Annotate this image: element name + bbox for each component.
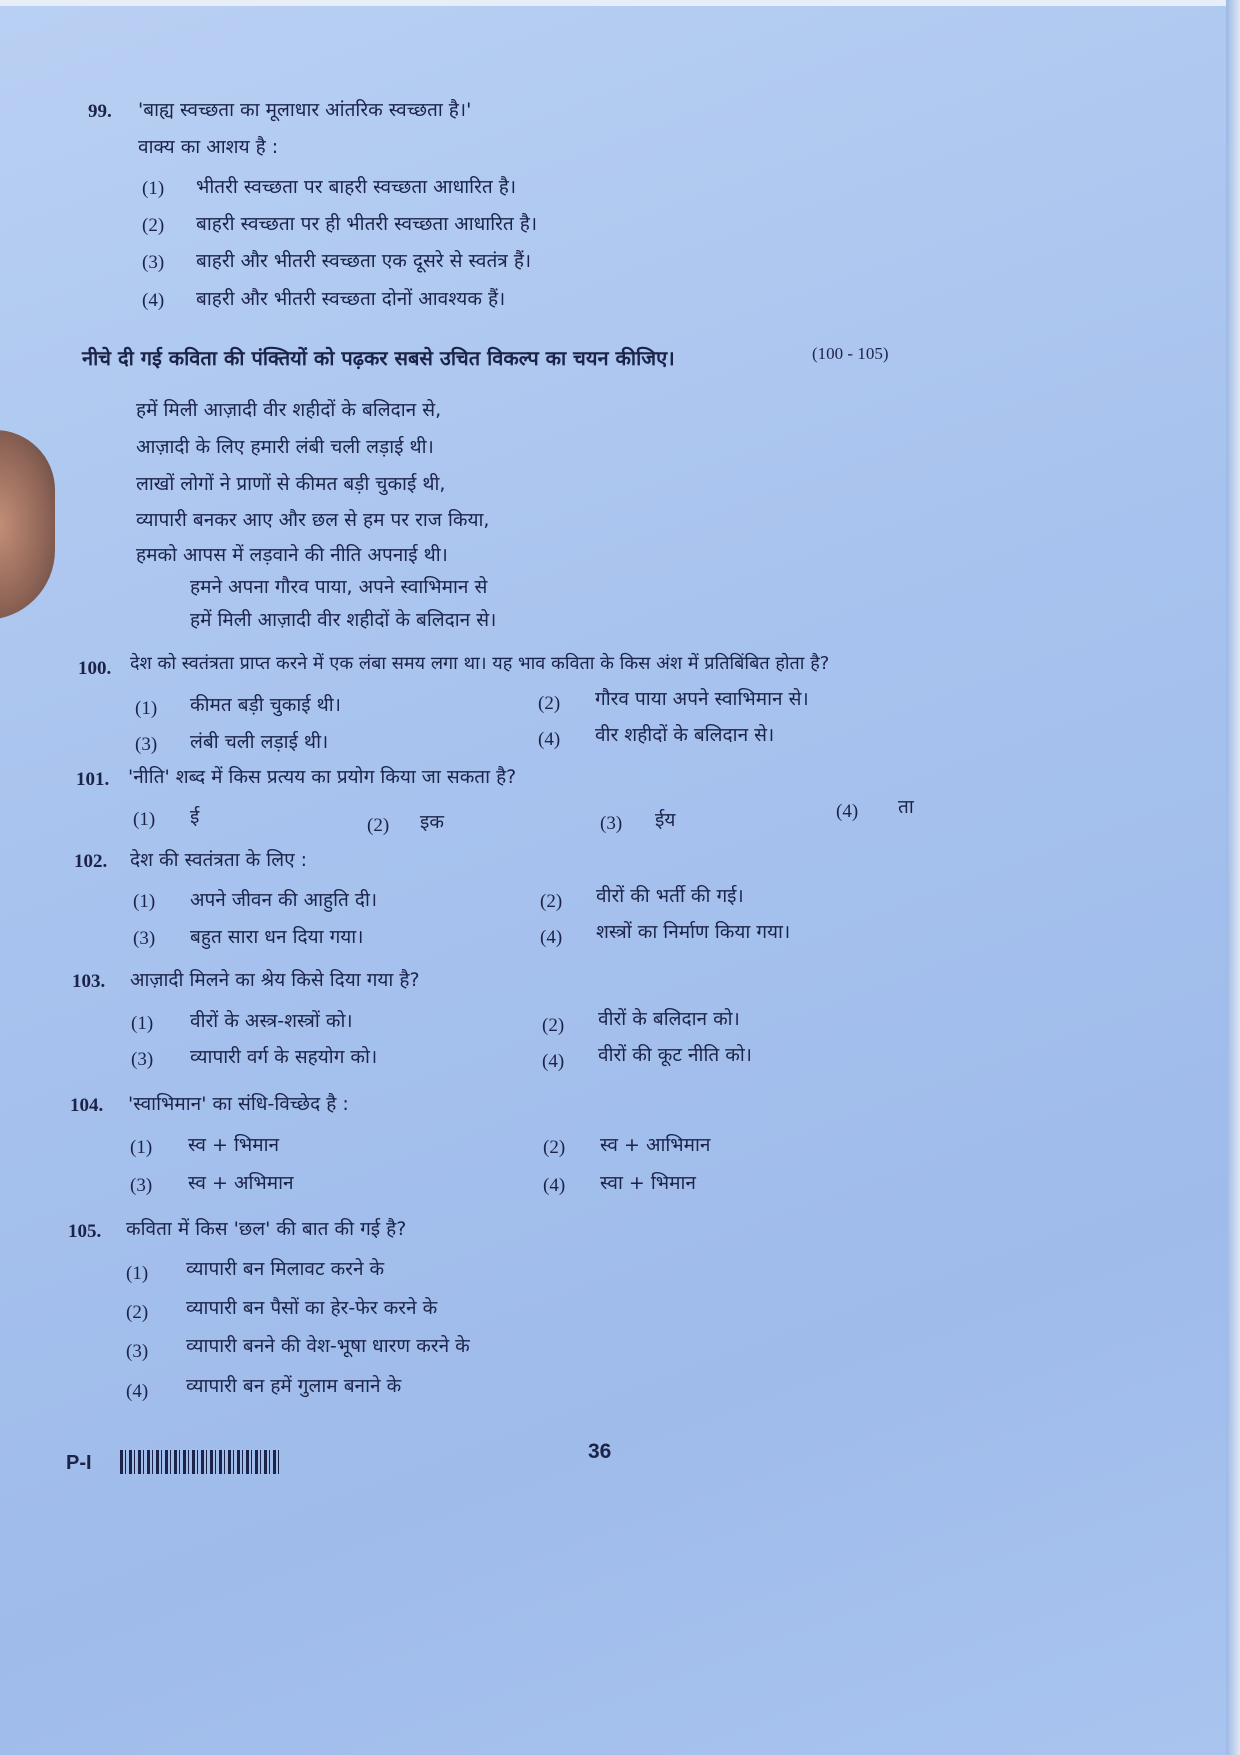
question-text: 'बाह्य स्वच्छता का मूलाधार आंतरिक स्वच्छता है।' xyxy=(138,99,472,121)
option-number: (4) xyxy=(836,801,859,822)
option-text: ता xyxy=(898,796,914,818)
option-text: व्यापारी बन पैसों का हेर-फेर करने के xyxy=(186,1297,438,1319)
paper-top-edge xyxy=(0,0,1240,6)
option-text: स्व + अभिमान xyxy=(188,1172,294,1194)
option-text: ईय xyxy=(655,809,676,831)
option-number: (2) xyxy=(542,1015,565,1036)
option-number: (3) xyxy=(130,1175,153,1196)
option-number: (4) xyxy=(542,1051,565,1072)
option-text: बाहरी स्वच्छता पर ही भीतरी स्वच्छता आधारित है। xyxy=(196,213,538,235)
option-text: वीरों की कूट नीति को। xyxy=(598,1044,752,1066)
option-number: (2) xyxy=(540,891,563,912)
option-number: (1) xyxy=(130,1137,153,1158)
question-subtext: वाक्य का आशय है : xyxy=(138,136,279,158)
option-number: (3) xyxy=(600,813,623,834)
option-text: स्व + आभिमान xyxy=(600,1134,711,1156)
option-text: बाहरी और भीतरी स्वच्छता एक दूसरे से स्वतंत्र हैं। xyxy=(196,250,532,272)
option-text: इक xyxy=(420,811,444,833)
option-number: (1) xyxy=(131,1013,154,1034)
option-number: (2) xyxy=(367,815,390,836)
question-text: 'नीति' शब्द में किस प्रत्यय का प्रयोग किया जा सकता है? xyxy=(128,766,517,788)
question-number: 104. xyxy=(70,1095,104,1116)
question-number: 100. xyxy=(78,658,112,679)
option-number: (3) xyxy=(131,1049,154,1070)
question-text: देश की स्वतंत्रता के लिए : xyxy=(130,849,308,871)
option-text: अपने जीवन की आहुति दी। xyxy=(190,889,378,911)
option-text: स्वा + भिमान xyxy=(600,1172,696,1194)
option-text: वीरों के अस्त्र-शस्त्रों को। xyxy=(190,1010,353,1032)
question-number: 103. xyxy=(72,971,106,992)
question-text: आज़ादी मिलने का श्रेय किसे दिया गया है? xyxy=(130,969,420,991)
question-number: 99. xyxy=(88,101,112,122)
option-text: व्यापारी बन हमें गुलाम बनाने के xyxy=(186,1375,402,1397)
option-number: (1) xyxy=(126,1263,149,1284)
option-text: व्यापारी वर्ग के सहयोग को। xyxy=(190,1046,378,1068)
poem-line: व्यापारी बनकर आए और छल से हम पर राज किया, xyxy=(136,509,490,531)
option-number: (4) xyxy=(540,927,563,948)
question-number: 101. xyxy=(76,769,110,790)
option-number: (3) xyxy=(133,928,156,949)
poem-line: हमको आपस में लड़वाने की नीति अपनाई थी। xyxy=(136,544,448,566)
option-number: (3) xyxy=(142,252,165,273)
option-text: वीर शहीदों के बलिदान से। xyxy=(595,724,775,746)
question-text: देश को स्वतंत्रता प्राप्त करने में एक लंबा समय लगा था। यह भाव कविता के किस अंश में प्रतिबिंबित होता है? xyxy=(130,653,830,674)
poem-line: लाखों लोगों ने प्राणों से कीमत बड़ी चुकाई थी, xyxy=(136,473,446,495)
option-number: (4) xyxy=(538,729,561,750)
option-text: गौरव पाया अपने स्वाभिमान से। xyxy=(595,688,809,710)
option-text: स्व + भिमान xyxy=(188,1134,280,1156)
option-text: कीमत बड़ी चुकाई थी। xyxy=(190,694,341,716)
barcode xyxy=(120,1450,280,1474)
option-text: वीरों की भर्ती की गई। xyxy=(596,885,744,907)
option-number: (4) xyxy=(126,1381,149,1402)
option-text: व्यापारी बन मिलावट करने के xyxy=(186,1258,385,1280)
poem-line: हमें मिली आज़ादी वीर शहीदों के बलिदान से, xyxy=(136,399,442,421)
paper-right-edge xyxy=(1226,0,1240,1755)
page-number: 36 xyxy=(588,1440,612,1463)
question-text: 'स्वाभिमान' का संधि-विच्छेद है : xyxy=(128,1093,349,1115)
option-number: (1) xyxy=(142,178,165,199)
option-text: व्यापारी बनने की वेश-भूषा धारण करने के xyxy=(186,1335,470,1357)
option-text: ई xyxy=(190,806,200,828)
option-number: (1) xyxy=(133,809,156,830)
option-number: (4) xyxy=(142,290,165,311)
option-number: (3) xyxy=(135,734,158,755)
option-text: बाहरी और भीतरी स्वच्छता दोनों आवश्यक हैं। xyxy=(196,288,506,310)
option-number: (1) xyxy=(135,698,158,719)
option-number: (2) xyxy=(543,1137,566,1158)
question-range: (100 - 105) xyxy=(812,344,889,363)
poem-line: हमें मिली आज़ादी वीर शहीदों के बलिदान से। xyxy=(190,609,497,631)
option-text: वीरों के बलिदान को। xyxy=(598,1008,740,1030)
paper-code: P-I xyxy=(66,1452,92,1474)
question-text: कविता में किस 'छल' की बात की गई है? xyxy=(126,1218,407,1240)
option-text: बहुत सारा धन दिया गया। xyxy=(190,926,364,948)
option-number: (2) xyxy=(538,693,561,714)
option-number: (3) xyxy=(126,1341,149,1362)
question-number: 105. xyxy=(68,1221,102,1242)
poem-line: आज़ादी के लिए हमारी लंबी चली लड़ाई थी। xyxy=(136,436,434,458)
option-text: लंबी चली लड़ाई थी। xyxy=(190,731,329,753)
option-number: (2) xyxy=(142,215,165,236)
option-number: (2) xyxy=(126,1302,149,1323)
question-number: 102. xyxy=(74,851,108,872)
option-text: शस्त्रों का निर्माण किया गया। xyxy=(596,921,791,943)
thumb xyxy=(0,430,55,620)
poem-line: हमने अपना गौरव पाया, अपने स्वाभिमान से xyxy=(190,576,488,598)
option-number: (4) xyxy=(543,1175,566,1196)
option-text: भीतरी स्वच्छता पर बाहरी स्वच्छता आधारित है। xyxy=(196,176,517,198)
instruction-text: नीचे दी गई कविता की पंक्तियों को पढ़कर सबसे उचित विकल्प का चयन कीजिए। xyxy=(82,346,675,370)
option-number: (1) xyxy=(133,891,156,912)
